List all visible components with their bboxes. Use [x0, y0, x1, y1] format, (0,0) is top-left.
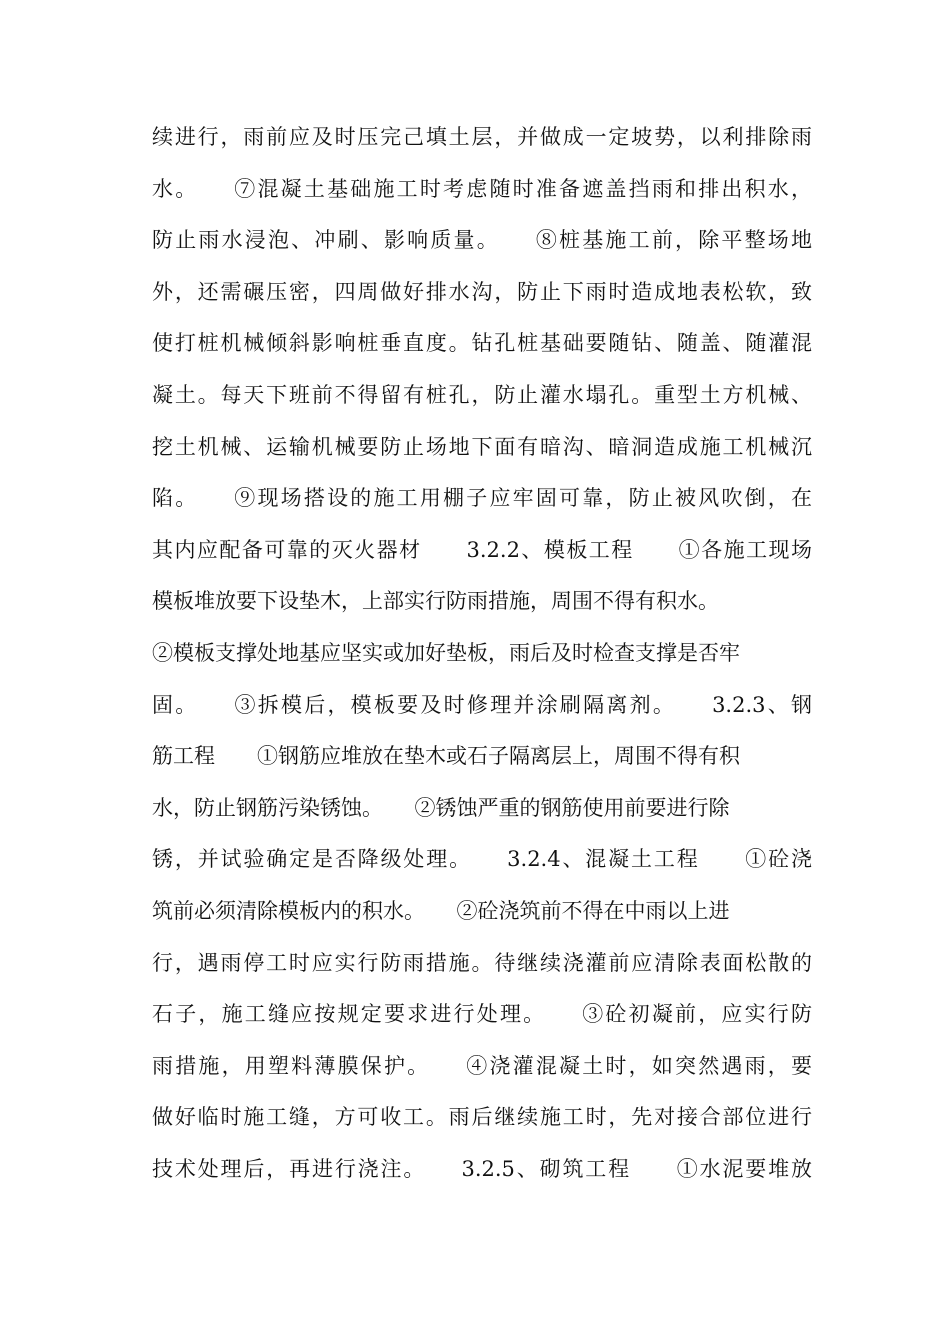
text-line: 续进行，雨前应及时压完己填土层，并做成一定坡势，以利排除雨	[152, 125, 812, 149]
text-line: 固。 ③拆模后，模板要及时修理并涂刷隔离剂。 3.2.3、钢	[152, 692, 812, 717]
text-line: 挖土机械、运输机械要防止场地下面有暗沟、暗洞造成施工机械沉	[152, 434, 812, 459]
text-line: 雨措施，用塑料薄膜保护。 ④浇灌混凝土时，如突然遇雨，要	[152, 1053, 812, 1078]
text-line: 锈，并试验确定是否降级处理。 3.2.4、混凝土工程 ①砼浇	[152, 847, 812, 872]
text-line: ②模板支撑处地基应坚实或加好垫板，雨后及时检查支撑是否牢	[152, 640, 740, 665]
text-line: 陷。 ⑨现场搭设的施工用棚子应牢固可靠，防止被风吹倒，在	[152, 486, 812, 511]
text-line: 筑前必须清除模板内的积水。 ②砼浇筑前不得在中雨以上进	[152, 898, 730, 923]
text-line: 筋工程 ①钢筋应堆放在垫木或石子隔离层上，周围不得有积	[152, 744, 740, 769]
text-line: 其内应配备可靠的灭火器材 3.2.2、模板工程 ①各施工现场	[152, 537, 812, 562]
text-line: 做好临时施工缝，方可收工。雨后继续施工时，先对接合部位进行	[152, 1105, 812, 1130]
body-text	[152, 112, 812, 1195]
text-line: 防止雨水浸泡、冲刷、影响质量。 ⑧桩基施工前，除平整场地	[152, 228, 812, 253]
text-line: 水，防止钢筋污染锈蚀。 ②锈蚀严重的钢筋使用前要进行除	[152, 795, 730, 820]
text-line: 水。 ⑦混凝土基础施工时考虑随时准备遮盖挡雨和排出积水，	[152, 176, 812, 201]
text-line: 凝土。每天下班前不得留有桩孔，防止灌水塌孔。重型土方机械、	[152, 382, 812, 407]
text-line: 模板堆放要下设垫木，上部实行防雨措施，周围不得有积水。	[152, 589, 719, 614]
text-line: 使打桩机械倾斜影响桩垂直度。钻孔桩基础要随钻、随盖、随灌混	[152, 331, 812, 356]
text-line: 外，还需碾压密，四周做好排水沟，防止下雨时造成地表松软，致	[152, 279, 812, 304]
text-line: 行，遇雨停工时应实行防雨措施。待继续浇灌前应清除表面松散的	[152, 950, 812, 975]
text-line: 石子，施工缝应按规定要求进行处理。 ③砼初凝前，应实行防	[152, 1002, 812, 1027]
text-line: 技术处理后，再进行浇注。 3.2.5、砌筑工程 ①水泥要堆放	[152, 1156, 812, 1181]
